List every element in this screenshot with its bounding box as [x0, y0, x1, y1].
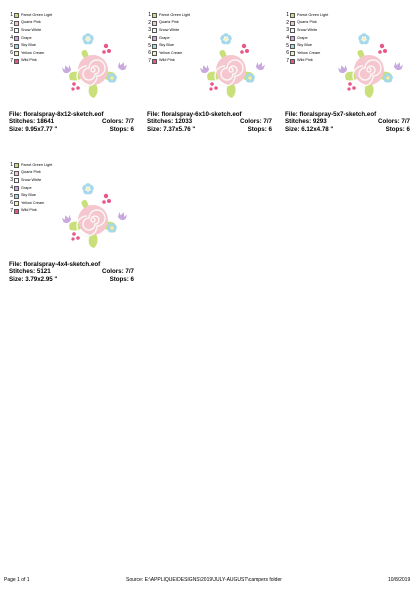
stitch-count: 18641 — [36, 118, 55, 126]
thread-swatch — [152, 28, 157, 33]
thread-name: Wild Pink — [159, 58, 175, 63]
stitch-count: 5121 — [36, 268, 51, 276]
thread-number: 7 — [286, 57, 289, 64]
stop-count: 6 — [130, 125, 134, 133]
thread-name: Wild Pink — [297, 58, 313, 63]
file-name: floralspray-5x7-sketch.eof — [299, 111, 377, 118]
thread-number: 6 — [148, 50, 151, 57]
design-card — [6, 154, 134, 304]
thread-number: 5 — [148, 42, 151, 49]
thread-number: 1 — [148, 12, 151, 19]
thread-name: Snow White — [21, 28, 42, 33]
thread-name: Wild Pink — [21, 208, 37, 213]
thread-number: 4 — [10, 35, 13, 42]
stop-count: 6 — [268, 125, 272, 133]
design-size: 7.37x5.76 " — [163, 125, 196, 133]
thread-number: 7 — [148, 57, 151, 64]
design-info: File: floralspray-4x4-sketch.eof Stitches: 5121 Colors: 7/7 Size: 3.79x2.95 " Stops: 6 — [9, 261, 134, 283]
thread-name: Yellow Cream — [21, 200, 45, 205]
print-date: 10/8/2019 — [388, 577, 411, 583]
design-size: 9.95x7.77 " — [25, 125, 58, 133]
floral-spray-artwork — [326, 26, 416, 106]
thread-name: Quartz Pink — [159, 20, 179, 25]
thread-number: 3 — [10, 27, 13, 34]
thread-swatch — [152, 21, 157, 26]
thread-swatch — [152, 59, 157, 64]
file-name: floralspray-6x10-sketch.eof — [161, 111, 242, 118]
thread-number: 2 — [286, 19, 289, 26]
thread-legend-row — [147, 12, 207, 20]
thread-swatch — [290, 51, 295, 56]
thread-number: 6 — [10, 50, 13, 57]
stop-count: 6 — [406, 125, 410, 133]
thread-swatch — [152, 36, 157, 41]
thread-name: Snow White — [159, 28, 180, 33]
thread-number: 5 — [10, 42, 13, 49]
thread-swatch — [14, 36, 19, 41]
thread-swatch — [290, 28, 295, 33]
thread-name: Yellow Cream — [159, 50, 183, 55]
thread-number: 7 — [10, 57, 13, 64]
thread-swatch — [14, 209, 19, 214]
thread-name: Sky Blue — [297, 43, 312, 48]
color-count: 7/7 — [263, 118, 272, 126]
thread-swatch — [14, 44, 19, 49]
floral-spray-artwork — [50, 176, 140, 256]
thread-swatch — [14, 163, 19, 168]
thread-name: Sky Blue — [21, 193, 36, 198]
thread-name: Grape — [297, 35, 308, 40]
thread-number: 3 — [286, 27, 289, 34]
thread-number: 6 — [10, 200, 13, 207]
thread-name: Quartz Pink — [297, 20, 317, 25]
thread-swatch — [290, 59, 295, 64]
thread-number: 7 — [10, 207, 13, 214]
thread-number: 1 — [286, 12, 289, 19]
thread-swatch — [14, 186, 19, 191]
floral-spray-artwork — [188, 26, 278, 106]
thread-number: 3 — [10, 177, 13, 184]
thread-number: 5 — [286, 42, 289, 49]
thread-swatch — [14, 178, 19, 183]
thread-swatch — [290, 36, 295, 41]
design-card — [282, 4, 410, 154]
thread-number: 6 — [286, 50, 289, 57]
thread-name: Grape — [159, 35, 170, 40]
thread-name: Yellow Cream — [21, 50, 45, 55]
file-name: floralspray-4x4-sketch.eof — [23, 261, 101, 268]
thread-swatch — [290, 44, 295, 49]
design-info: File: floralspray-6x10-sketch.eof Stitches: 12033 Colors: 7/7 Size: 7.37x5.76 " Stops: 6 — [147, 111, 272, 133]
thread-swatch — [14, 21, 19, 26]
thread-name: Parrot Green Light — [21, 12, 53, 17]
thread-number: 2 — [148, 19, 151, 26]
stitch-count: 12033 — [174, 118, 193, 126]
color-count: 7/7 — [401, 118, 410, 126]
thread-name: Sky Blue — [159, 43, 174, 48]
thread-number: 3 — [148, 27, 151, 34]
color-count: 7/7 — [125, 268, 134, 276]
thread-number: 4 — [286, 35, 289, 42]
thread-legend-row — [9, 162, 69, 170]
design-card — [144, 4, 272, 154]
thread-swatch — [152, 13, 157, 18]
thread-swatch — [14, 13, 19, 18]
thread-swatch — [152, 51, 157, 56]
design-size: 6.12x4.78 " — [301, 125, 334, 133]
thread-swatch — [14, 201, 19, 206]
design-info: File: floralspray-5x7-sketch.eof Stitches: 9293 Colors: 7/7 Size: 6.12x4.78 " Stops: 6 — [285, 111, 410, 133]
stop-count: 6 — [130, 275, 134, 283]
thread-swatch — [14, 51, 19, 56]
thread-number: 2 — [10, 169, 13, 176]
thread-number: 2 — [10, 19, 13, 26]
thread-swatch — [14, 59, 19, 64]
thread-swatch — [14, 171, 19, 176]
thread-name: Sky Blue — [21, 43, 36, 48]
thread-name: Quartz Pink — [21, 170, 41, 175]
thread-number: 4 — [148, 35, 151, 42]
thread-swatch — [14, 28, 19, 33]
thread-swatch — [14, 194, 19, 199]
thread-swatch — [152, 44, 157, 49]
thread-name: Wild Pink — [21, 58, 37, 63]
thread-name: Parrot Green Light — [159, 12, 191, 17]
thread-name: Snow White — [21, 178, 42, 183]
stitch-count: 9293 — [312, 118, 327, 126]
thread-legend-row — [9, 12, 69, 20]
thread-name: Grape — [21, 185, 32, 190]
thread-swatch — [290, 21, 295, 26]
design-size: 3.79x2.95 " — [25, 275, 58, 283]
color-count: 7/7 — [125, 118, 134, 126]
design-card — [6, 4, 134, 154]
file-name: floralspray-8x12-sketch.eof — [23, 111, 104, 118]
thread-legend-row — [285, 12, 345, 20]
thread-name: Grape — [21, 35, 32, 40]
source-path: Source: E:\APPLIQUE\DESIGNS\2019\JULY-AUGUST\campers folder — [126, 577, 282, 583]
thread-name: Yellow Cream — [297, 50, 321, 55]
thread-name: Snow White — [297, 28, 318, 33]
thread-number: 5 — [10, 192, 13, 199]
thread-number: 1 — [10, 12, 13, 19]
thread-number: 1 — [10, 162, 13, 169]
page-number: Page 1 of 1 — [4, 577, 30, 583]
thread-number: 4 — [10, 185, 13, 192]
thread-name: Parrot Green Light — [297, 12, 329, 17]
floral-spray-artwork — [50, 26, 140, 106]
thread-swatch — [290, 13, 295, 18]
design-info: File: floralspray-8x12-sketch.eof Stitches: 18641 Colors: 7/7 Size: 9.95x7.77 " Stops: 6 — [9, 111, 134, 133]
thread-name: Parrot Green Light — [21, 162, 53, 167]
thread-name: Quartz Pink — [21, 20, 41, 25]
